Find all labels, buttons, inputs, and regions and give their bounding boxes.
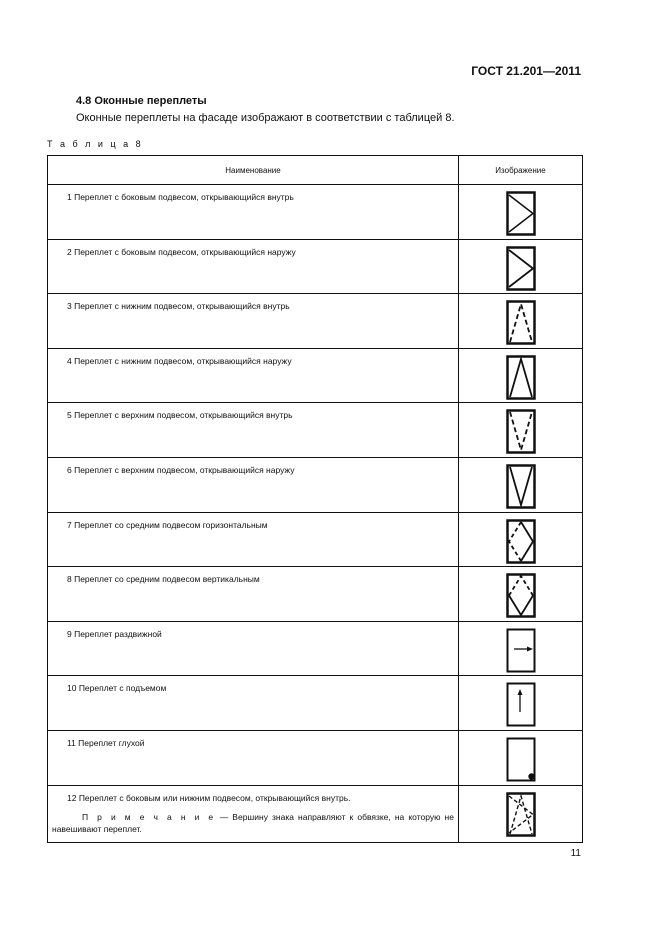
bottom-hung-inward-icon — [506, 300, 536, 345]
row-name: 2 Переплет с боковым подвесом, открывающийся наружу — [67, 246, 296, 257]
table-label: Т а б л и ц а 8 — [47, 139, 144, 149]
bottom-hung-outward-icon — [506, 355, 536, 400]
table-row — [48, 184, 582, 239]
table-row — [48, 785, 582, 842]
center-pivot-vertical-icon — [506, 573, 536, 618]
table-row — [48, 621, 582, 676]
page-number: 11 — [570, 848, 581, 859]
window-sash-table — [47, 155, 583, 843]
row-name: 10 Переплет с подъемом — [67, 683, 167, 694]
side-or-bottom-hung-inward-icon — [506, 792, 536, 837]
fixed-sash-icon — [506, 737, 538, 782]
row-name: 6 Переплет с верхним подвесом, открывающийся наружу — [67, 464, 295, 475]
side-hung-inward-icon — [506, 191, 536, 236]
table-row — [48, 730, 582, 785]
table-row — [48, 512, 582, 567]
table-header-row — [48, 156, 582, 184]
column-header-name: Наименование — [48, 156, 459, 184]
table-row — [48, 348, 582, 403]
top-hung-inward-icon — [506, 409, 536, 454]
lifting-sash-icon — [506, 682, 536, 727]
document-code: ГОСТ 21.201—2011 — [471, 64, 581, 78]
table-row — [48, 402, 582, 457]
table-row — [48, 239, 582, 294]
row-name: 8 Переплет со средним подвесом вертикальным — [67, 574, 260, 585]
row-name: 9 Переплет раздвижной — [67, 628, 162, 639]
sliding-sash-icon — [506, 628, 536, 673]
note-label: П р и м е ч а н и е — [82, 811, 216, 822]
note-text: — Вершину знака направляют к обвязке, на которую не навешивают переплет. — [52, 811, 454, 834]
top-hung-outward-icon — [506, 464, 536, 509]
row-name: 11 Переплет глухой — [67, 737, 145, 748]
row-name: 1 Переплет с боковым подвесом, открывающийся внутрь — [67, 192, 294, 202]
table-row — [48, 457, 582, 512]
side-hung-outward-icon — [506, 246, 536, 291]
center-pivot-horizontal-icon — [506, 519, 536, 564]
table-note — [52, 811, 454, 835]
section-intro: Оконные переплеты на фасаде изображают в соответствии с таблицей 8. — [76, 112, 455, 124]
table-row — [48, 675, 582, 730]
row-name: 5 Переплет с верхним подвесом, открывающийся внутрь — [67, 410, 293, 421]
section-title: 4.8 Оконные переплеты — [76, 95, 207, 107]
row-name: 4 Переплет с нижним подвесом, открывающийся наружу — [67, 355, 292, 366]
row-name: 7 Переплет со средним подвесом горизонтальным — [67, 519, 268, 530]
table-row — [48, 566, 582, 621]
table-row — [48, 293, 582, 348]
column-header-image: Изображение — [495, 165, 546, 175]
row-name: 3 Переплет с нижним подвесом, открывающийся внутрь — [67, 301, 290, 312]
row-name: 12 Переплет с боковым или нижним подвесом, открывающийся внутрь. — [67, 792, 351, 803]
